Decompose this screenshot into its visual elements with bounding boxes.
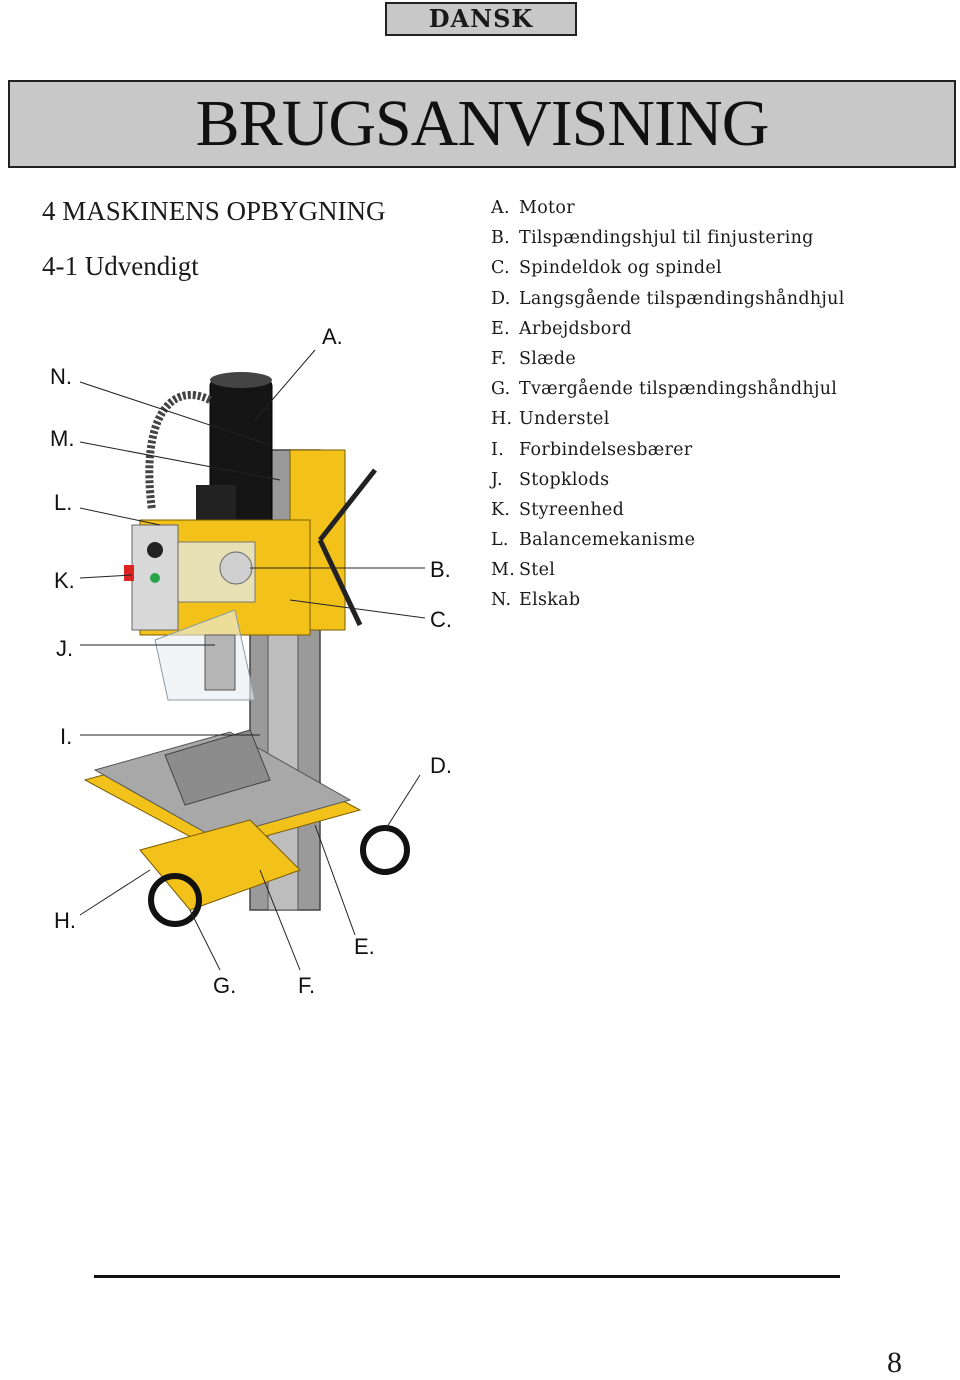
list-item xyxy=(491,317,845,347)
leader-line xyxy=(80,508,160,525)
callout-i: I. xyxy=(60,724,73,749)
part-label: Stopklods xyxy=(519,469,610,490)
part-label: Slæde xyxy=(519,348,577,369)
list-item xyxy=(491,407,845,437)
part-label: Stel xyxy=(519,560,556,581)
callout-b: B. xyxy=(430,557,451,582)
part-key: F. xyxy=(491,348,507,369)
list-item xyxy=(491,377,845,407)
part-key: C. xyxy=(491,258,510,279)
leader-line xyxy=(80,870,150,915)
part-key: N. xyxy=(491,590,512,611)
longitudinal-handwheel-shape xyxy=(363,828,407,872)
callout-a: A. xyxy=(322,324,343,349)
banner-title: BRUGSANVISNING xyxy=(195,87,769,160)
list-item xyxy=(491,347,845,377)
part-key: H. xyxy=(491,409,513,430)
title-banner xyxy=(8,80,956,168)
part-label: Forbindelsesbærer xyxy=(519,439,693,460)
part-label: Spindeldok og spindel xyxy=(519,258,722,279)
list-item xyxy=(491,196,845,226)
part-key: B. xyxy=(491,228,511,249)
part-key: E. xyxy=(491,318,510,339)
part-key: I. xyxy=(491,439,505,460)
part-label: Tværgående tilspændingshåndhjul xyxy=(519,379,838,400)
part-key: G. xyxy=(491,379,511,400)
chuck-shape xyxy=(205,635,235,690)
language-tab: DANSK xyxy=(385,2,577,36)
callout-e: E. xyxy=(354,934,375,959)
part-label: Balancemekanisme xyxy=(519,530,696,551)
part-key: L. xyxy=(491,530,509,551)
part-label: Understel xyxy=(519,409,610,430)
list-item xyxy=(491,468,845,498)
footer-rule xyxy=(94,1275,840,1278)
callout-n: N. xyxy=(50,364,72,389)
part-key: D. xyxy=(491,288,511,309)
part-label: Arbejdsbord xyxy=(519,318,632,339)
callout-k: K. xyxy=(54,568,75,593)
part-label: Elskab xyxy=(519,590,581,611)
leader-line xyxy=(385,775,420,830)
control-knob-shape xyxy=(147,542,163,558)
list-item xyxy=(491,438,845,468)
callout-d: D. xyxy=(430,753,452,778)
list-item xyxy=(491,528,845,558)
page-number: 8 xyxy=(887,1346,902,1379)
green-button-shape xyxy=(150,573,160,583)
callout-j: J. xyxy=(56,636,74,661)
part-key: M. xyxy=(491,560,516,581)
leader-line xyxy=(190,910,220,970)
callout-c: C. xyxy=(430,607,452,632)
callout-g: G. xyxy=(213,973,237,998)
callout-h: H. xyxy=(54,908,76,933)
section-title: 4 MASKINENS OPBYGNING xyxy=(42,196,386,226)
part-label: Motor xyxy=(519,198,575,218)
part-label: Tilspændingshjul til finjustering xyxy=(519,228,814,249)
callout-l: L. xyxy=(54,490,73,515)
list-item xyxy=(491,588,845,618)
fine-feed-knob-shape xyxy=(220,552,252,584)
callout-m: M. xyxy=(50,426,75,451)
parts-list xyxy=(491,196,845,619)
red-switch-shape xyxy=(124,565,134,581)
list-item xyxy=(491,498,845,528)
list-item xyxy=(491,287,845,317)
list-item xyxy=(491,558,845,588)
motor-cap-shape xyxy=(210,372,272,388)
part-key: J. xyxy=(491,469,503,490)
part-key: K. xyxy=(491,499,511,520)
part-label: Langsgående tilspændingshåndhjul xyxy=(519,288,845,309)
part-label: Styreenhed xyxy=(519,499,625,520)
list-item xyxy=(491,226,845,256)
part-key: A. xyxy=(491,198,510,218)
leader-line xyxy=(315,825,355,935)
list-item xyxy=(491,256,845,286)
callout-f: F. xyxy=(298,973,316,998)
section-subtitle: 4-1 Udvendigt xyxy=(42,251,199,281)
milling-machine-figure xyxy=(0,310,480,1010)
